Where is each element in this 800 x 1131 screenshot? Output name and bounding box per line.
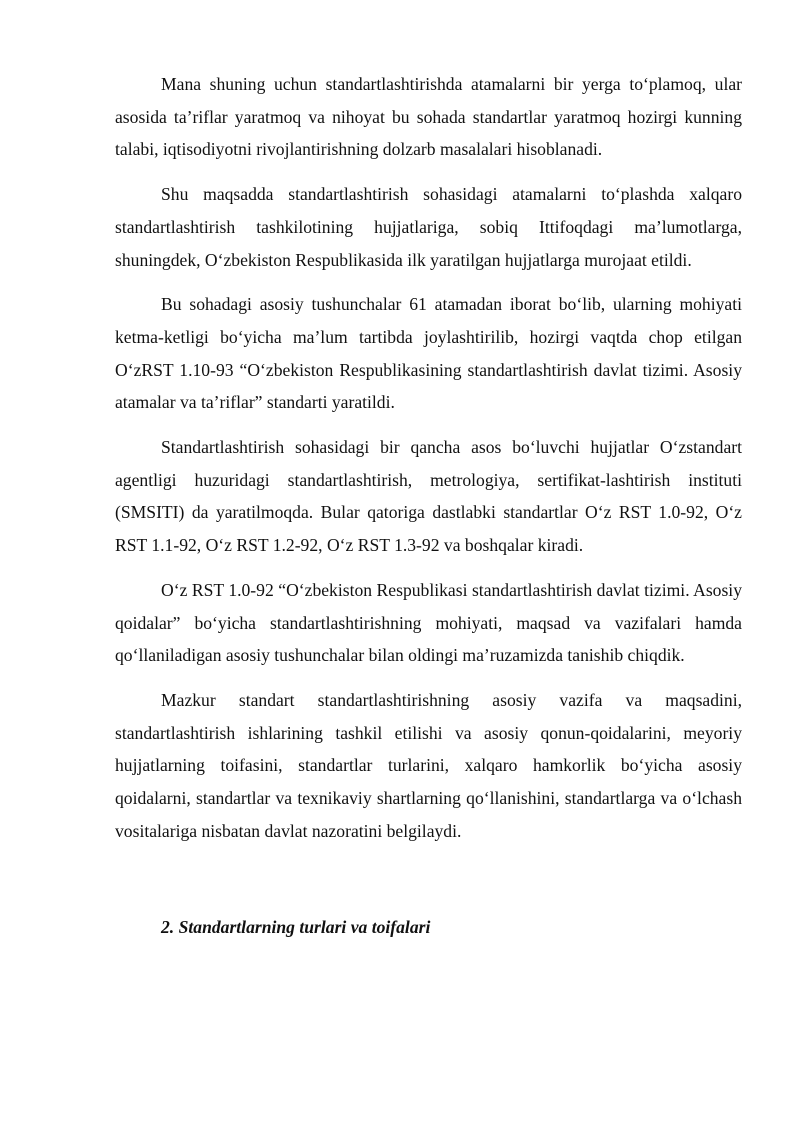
paragraph-4: Standartlashtirish sohasidagi bir qancha asos bo‘luvchi hujjatlar O‘zstandart agentligi huzuridagi standartlashtirish, metrologiya, sertifikat-lashtirish instituti (SMSITI) da yaratilmoqda. Bular qatoriga dastlabki standartlar O‘z RST 1.0-92, O‘z RST 1.1-92, O‘z RST 1.2-92, O‘z RST 1.3-92 va boshqalar kiradi. xyxy=(115,437,742,556)
document-page xyxy=(115,68,742,944)
section-heading: 2. Standartlarning turlari va toifalari xyxy=(161,917,431,938)
paragraph-5: O‘z RST 1.0-92 “O‘zbekiston Respublikasi standartlashtirish davlat tizimi. Asosiy qoidalar” bo‘yicha standartlashtirishning mohiyati, maqsad va vazifalari hamda qo‘llaniladigan asosiy tushunchalar bilan oldingi ma’ruzamizda tanishib chiqdik. xyxy=(115,579,742,666)
paragraph-6: Mazkur standart standartlashtirishning asosiy vazifa va maqsadini, standartlashtirish ishlarining tashkil etilishi va asosiy qonun-qoidalarini, meyoriy hujjatlarning toifasini, standartlar turlarini, xalqaro hamkorlik bo‘yicha asosiy qoidalarni, standartlar va texnikaviy shartlarning qo‘llanishini, standartlarga va o‘lchash vositalariga nisbatan davlat nazoratini belgilaydi. xyxy=(115,689,742,841)
paragraph-2: Shu maqsadda standartlashtirish sohasidagi atamalarni to‘plashda xalqaro standartlashtirish tashkilotining hujjatlariga, sobiq Ittifoqdagi ma’lumotlarga, shuningdek, O‘zbekiston Respublikasida ilk yaratilgan hujjatlarga murojaat etildi. xyxy=(115,184,742,270)
paragraph-3: Bu sohadagi asosiy tushunchalar 61 atamadan iborat bo‘lib, ularning mohiyati ketma-ketligi bo‘yicha ma’lum tartibda joylashtirilib, hozirgi vaqtda chop etilgan O‘zRST 1.10-93 “O‘zbekiston Respublikasining standartlashtirish davlat tizimi. Asosiy atamalar va ta’riflar” standarti yaratildi. xyxy=(115,294,742,413)
paragraph-1: Mana shuning uchun standartlashtirishda atamalarni bir yerga to‘plamoq, ular asosida ta’riflar yaratmoq va nihoyat bu sohada standartlar yaratmoq hozirgi kunning talabi, iqtisodiyotni rivojlantirishning dolzarb masalalari hisoblanadi. xyxy=(115,74,742,160)
